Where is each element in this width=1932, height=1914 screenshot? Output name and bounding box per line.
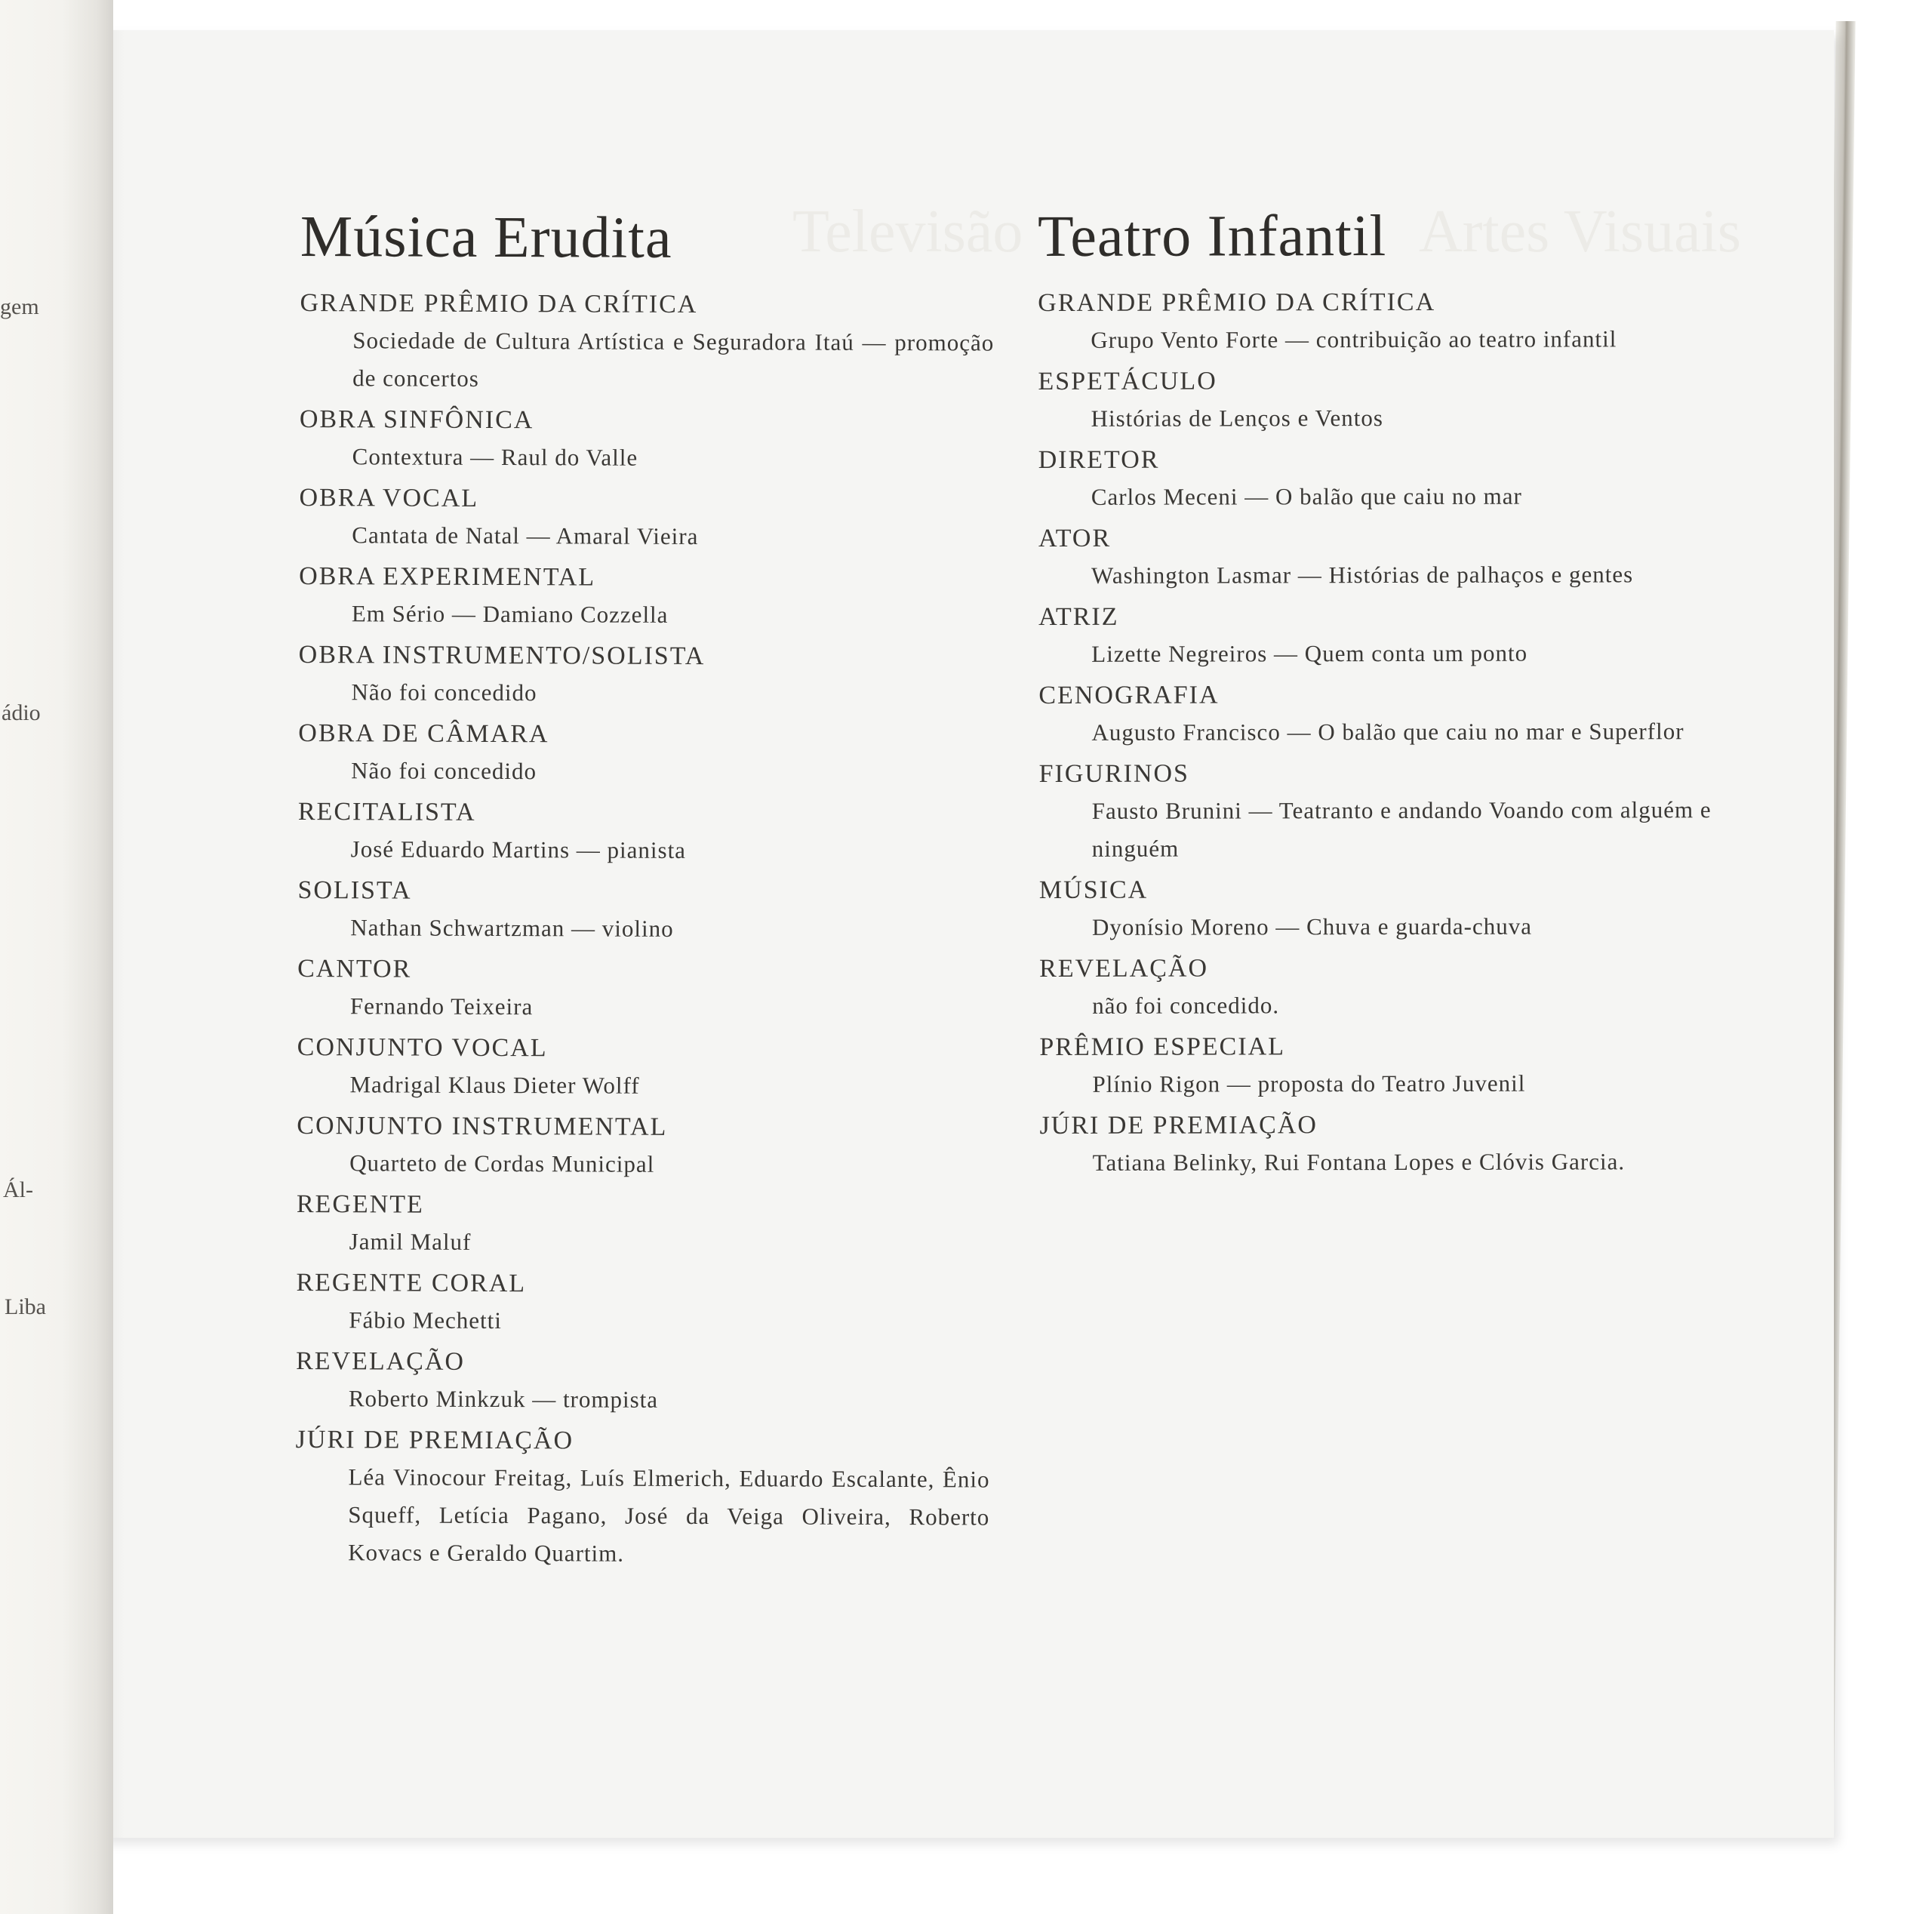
left-page-fragment: ádio — [2, 700, 41, 725]
previous-page-edge — [0, 0, 113, 1914]
category-name: ESPETÁCULO — [1038, 367, 1217, 395]
category-winner: José Eduardo Martins — pianista — [350, 835, 687, 863]
category-winner: Cantata de Natal — Amaral Vieira — [352, 522, 699, 549]
category-name: OBRA EXPERIMENTAL — [299, 562, 596, 592]
category-name: OBRA INSTRUMENTO/SOLISTA — [298, 640, 706, 670]
category-winner: Washington Lasmar — Histórias de palhaços e gentes — [1091, 561, 1634, 589]
award-category — [298, 715, 992, 792]
category-name: GRANDE PRÊMIO DA CRÍTICA — [1038, 288, 1436, 317]
category-name: RECITALISTA — [297, 797, 476, 826]
award-list — [1038, 284, 1718, 1182]
category-name: CONJUNTO INSTRUMENTAL — [297, 1111, 668, 1141]
category-name: ATRIZ — [1038, 602, 1119, 631]
category-name: CENOGRAFIA — [1038, 681, 1220, 709]
category-winner: Quarteto de Cordas Municipal — [349, 1149, 655, 1177]
category-winner: Contextura — Raul do Valle — [352, 443, 638, 471]
category-name: OBRA VOCAL — [299, 483, 479, 512]
category-name: REVELAÇÃO — [296, 1346, 466, 1376]
award-category — [299, 559, 993, 635]
category-name: DIRETOR — [1038, 445, 1160, 474]
category-name: REGENTE CORAL — [296, 1268, 527, 1297]
bleed-through-title: Televisão — [792, 198, 1023, 265]
award-category — [1038, 441, 1718, 516]
award-category — [1038, 598, 1718, 673]
category-winner: Roberto Minkzuk — trompista — [348, 1385, 659, 1413]
award-category — [297, 1108, 991, 1185]
category-winner: não foi concedido. — [1092, 992, 1280, 1019]
category-name: ATOR — [1038, 524, 1112, 552]
award-category — [300, 402, 994, 478]
award-category — [1039, 871, 1718, 946]
award-category — [299, 480, 993, 557]
category-name: REGENTE — [296, 1189, 424, 1219]
left-page-fragment: gem — [0, 294, 39, 319]
category-winner: Nathan Schwartzman — violino — [350, 914, 674, 942]
category-winner: Fernando Teixeira — [349, 992, 534, 1020]
award-category — [1038, 284, 1717, 359]
category-winner: Fausto Brunini — Teatranto e andando Voando com alguém e ninguém — [1091, 795, 1712, 862]
category-winner: Fábio Mechetti — [349, 1306, 502, 1334]
category-name: MÚSICA — [1038, 875, 1149, 904]
category-winner: Jamil Maluf — [349, 1228, 472, 1255]
category-name: JÚRI DE PREMIAÇÃO — [295, 1425, 574, 1455]
category-winner: Lizette Negreiros — Quem conta um ponto — [1091, 639, 1528, 667]
category-winner: Em Sério — Damiano Cozzella — [351, 600, 669, 628]
category-name: PRÊMIO ESPECIAL — [1039, 1032, 1286, 1061]
category-name: CONJUNTO VOCAL — [297, 1032, 548, 1063]
category-name: FIGURINOS — [1038, 759, 1189, 788]
left-page-fragment: Liba — [5, 1294, 46, 1319]
category-winner: Tatiana Belinky, Rui Fontana Lopes e Clóvis Garcia. — [1092, 1148, 1626, 1176]
category-winner: Não foi concedido — [351, 757, 537, 785]
award-category — [1038, 676, 1718, 752]
teatro-infantil-column — [1038, 202, 1719, 1186]
award-category — [297, 951, 992, 1028]
left-page-fragment: Ál- — [3, 1177, 33, 1202]
category-winner: Plínio Rigon — proposta do Teatro Juvenil — [1092, 1069, 1526, 1097]
award-category — [1038, 362, 1717, 438]
category-winner: Sociedade de Cultura Artística e Seguradora Itaú — promoção de concertos — [352, 327, 995, 392]
category-winner: Augusto Francisco — O balão que caiu no mar e Superflor — [1091, 718, 1684, 746]
bleed-through-title: Artes Visuais — [1419, 198, 1742, 265]
category-name: SOLISTA — [297, 875, 412, 905]
award-category — [298, 794, 992, 871]
award-category — [1040, 1106, 1719, 1182]
category-winner: Carlos Meceni — O balão que caiu no mar — [1091, 482, 1522, 510]
award-category — [1039, 1028, 1718, 1103]
category-winner: Não foi concedido — [351, 679, 537, 706]
category-name: JÚRI DE PREMIAÇÃO — [1039, 1111, 1318, 1140]
category-name: REVELAÇÃO — [1039, 954, 1209, 983]
award-category — [1039, 755, 1718, 868]
category-winner: Dyonísio Moreno — Chuva e guarda-chuva — [1091, 912, 1532, 940]
section-title: Música Erudita — [300, 203, 672, 270]
category-winner: Madrigal Klaus Dieter Wolff — [349, 1071, 640, 1099]
category-winner: Grupo Vento Forte — contribuição ao teatro infantil — [1091, 325, 1617, 353]
award-category — [296, 1265, 990, 1342]
award-category — [1039, 949, 1718, 1025]
category-name: OBRA SINFÔNICA — [299, 405, 534, 434]
category-winner: Léa Vinocour Freitag, Luís Elmerich, Eduardo Escalante, Ênio Squeff, Letícia Pagano, José da Veiga Oliveira, Roberto Kovacs e Geraldo Quartim. — [348, 1463, 990, 1567]
award-category — [298, 637, 992, 714]
award-category — [297, 872, 992, 949]
award-category — [300, 285, 995, 400]
award-category — [296, 1343, 990, 1420]
musica-erudita-column — [295, 204, 995, 1578]
category-winner: Histórias de Lenços e Ventos — [1091, 404, 1383, 432]
award-list — [295, 285, 995, 1574]
category-name: OBRA DE CÂMARA — [298, 719, 549, 749]
category-name: GRANDE PRÊMIO DA CRÍTICA — [300, 288, 698, 318]
award-category — [297, 1029, 991, 1106]
award-category — [297, 1186, 991, 1263]
category-name: CANTOR — [297, 954, 412, 983]
award-category — [295, 1422, 990, 1574]
award-category — [1038, 519, 1718, 595]
section-title: Teatro Infantil — [1037, 202, 1387, 269]
